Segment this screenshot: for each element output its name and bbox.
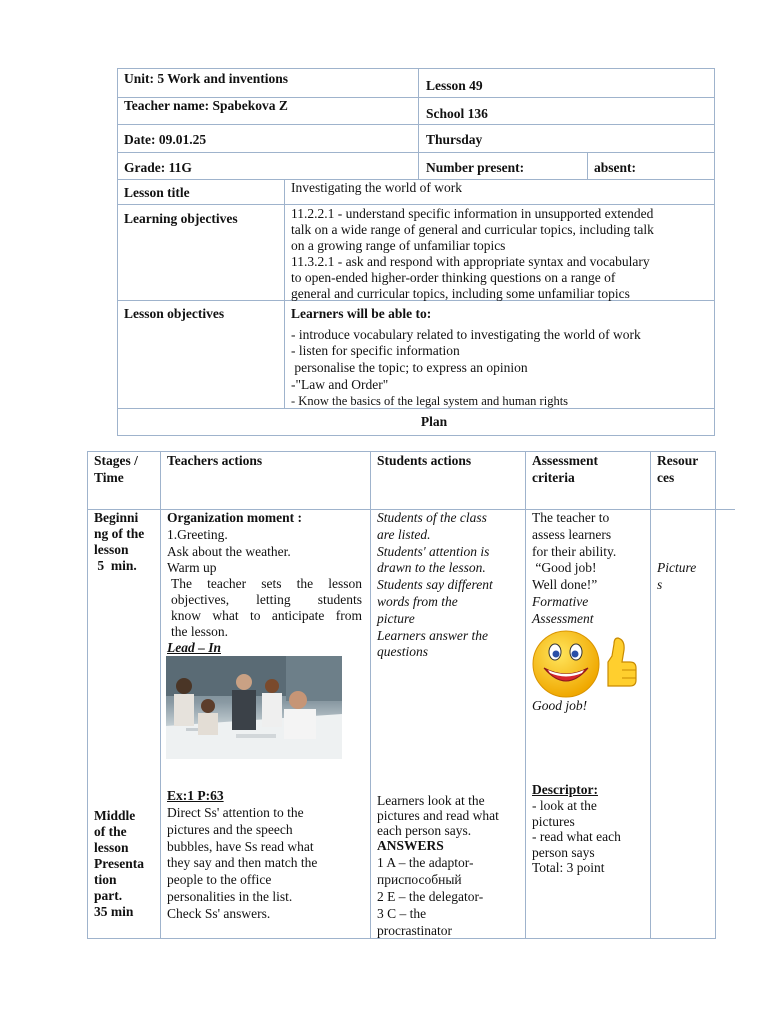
plan-label: Plan (420, 414, 448, 429)
day-label: Thursday (426, 132, 483, 147)
assessment-beginning: The teacher to assess learners for their ability. “Good job! Well done!” Formative Assessment (532, 510, 617, 626)
header-assessment: Assessment (532, 453, 598, 468)
learning-objectives-label: Learning objectives (124, 211, 238, 226)
good-job-caption: Good job! (532, 698, 588, 713)
unit-label: Unit: 5 Work and inventions (124, 71, 289, 86)
lesson-objectives-heading: Learners will be able to: (291, 306, 432, 321)
answers-label: ANSWERS (377, 838, 444, 853)
objective-item: personalise the topic; to express an opinion (291, 360, 528, 375)
objective-item: - introduce vocabulary related to investigating the world of work (291, 327, 641, 342)
lead-in-label: Lead – In (167, 640, 221, 655)
lesson-title-value: Investigating the world of work (291, 180, 462, 195)
students-actions-middle: Learners look at the pictures and read what each person says. ANSWERS 1 A – the adaptor- приспособный 2 E – the delegator- 3 C – the procrastinator (377, 793, 499, 938)
learning-objectives-text: 11.2.2.1 - understand specific information in unsupported extended talk on a wide range of general and curricular topics, including talk on a growing range of unfamiliar topics 11.3.2.1 - ask and respond with appropriate syntax and vocabulary to open-ended higher-order thinking questions on a range of general and curricular topics, including some unfamiliar topics (291, 206, 654, 301)
header-students-actions: Students actions (377, 453, 472, 468)
lesson-title-label: Lesson title (124, 185, 190, 200)
teacher-name: Teacher name: Spabekova Z (124, 98, 288, 113)
teacher-actions-beginning: Organization moment : 1.Greeting. Ask about the weather. Warm up (167, 510, 302, 575)
stage-middle: Middle of the lesson Presenta tion part. 35 min (94, 808, 144, 919)
school-name: School 136 (426, 106, 488, 121)
thumbs-up-smiley-icon (530, 628, 640, 698)
teacher-actions-middle: Direct Ss' attention to the pictures and the speech bubbles, have Ss read what they say and then match the people to the office personalities in the list. Check Ss' answers. (167, 805, 318, 921)
teacher-objectives-paragraph: The teacher sets the lesson objectives, letting students know what to anticipate from the lesson. (171, 576, 362, 639)
resource-pictures: Picture (657, 560, 697, 575)
header-teachers-actions: Teachers actions (167, 453, 263, 468)
exercise-title: Ex:1 P:63 (167, 788, 224, 803)
absent-label: absent: (594, 160, 637, 175)
office-meeting-photo (166, 656, 342, 759)
resource-pictures-cont: s (657, 577, 663, 592)
objective-item: -"Law and Order" (291, 377, 389, 392)
header-stages: Stages / (94, 453, 138, 468)
descriptor-list: - look at the pictures - read what each person says Total: 3 point (532, 798, 621, 875)
header-time: Time (94, 470, 124, 485)
header-resources: Resour (657, 453, 699, 468)
stage-beginning: Beginni ng of the lesson 5 min. (94, 510, 145, 573)
header-criteria: criteria (532, 470, 575, 485)
lesson-objectives-label: Lesson objectives (124, 306, 225, 321)
date-label: Date: 09.01.25 (124, 132, 207, 147)
descriptor-title: Descriptor: (532, 782, 598, 797)
students-actions-beginning: Students of the class are listed. Students' attention is drawn to the lesson. Students say different words from the picture Learners answer the questions (377, 510, 493, 660)
objective-item: - Know the basics of the legal system and human rights (291, 394, 569, 408)
number-present-label: Number present: (426, 160, 525, 175)
lesson-number: Lesson 49 (426, 78, 483, 93)
objective-item: - listen for specific information (291, 343, 460, 358)
grade-label: Grade: 11G (124, 160, 192, 175)
header-resources-cont: ces (657, 470, 675, 485)
